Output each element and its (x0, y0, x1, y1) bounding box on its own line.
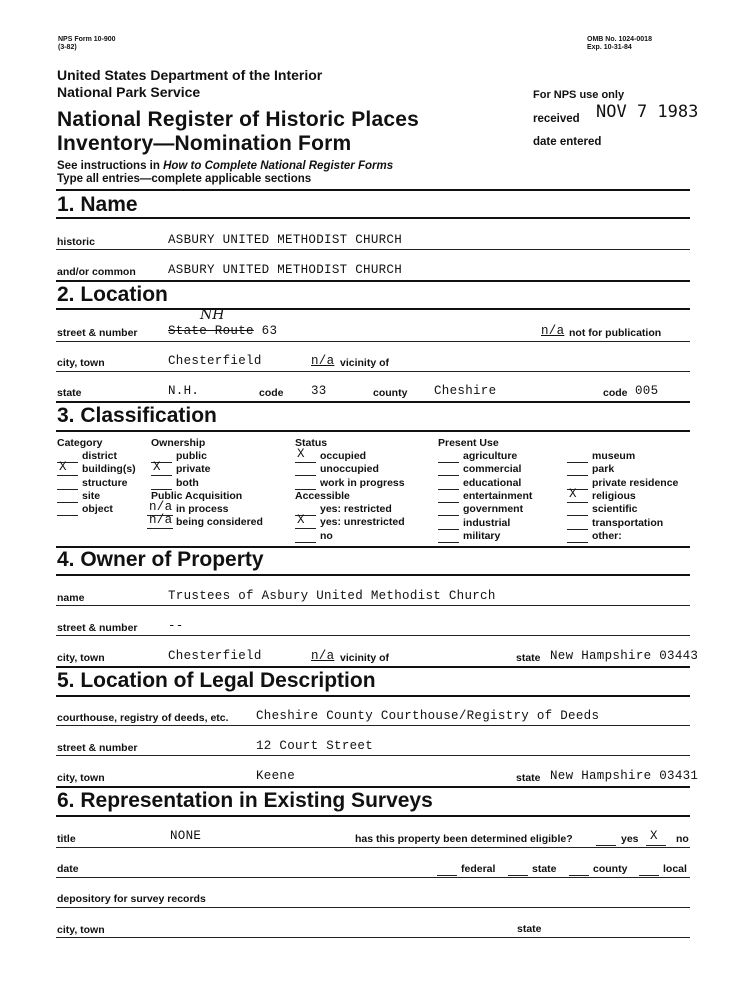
option-label: yes: unrestricted (320, 516, 405, 529)
check-mark: n/a (149, 500, 173, 514)
check-blank[interactable] (438, 475, 459, 476)
check-blank[interactable] (438, 502, 459, 503)
state-level-blank[interactable] (508, 875, 528, 876)
section-divider (56, 189, 690, 191)
accessible-heading: Accessible (295, 490, 350, 502)
eligible-no-blank[interactable] (646, 845, 666, 846)
check-blank[interactable] (567, 462, 588, 463)
county-code-label: code (603, 387, 628, 399)
federal-blank[interactable] (437, 875, 457, 876)
check-blank[interactable] (438, 515, 459, 516)
courthouse-field[interactable]: Cheshire County Courthouse/Registry of Deeds (256, 709, 600, 723)
field-line (56, 937, 690, 938)
eligible-no-label: no (676, 833, 689, 845)
check-blank[interactable] (57, 475, 78, 476)
received-label: received (533, 113, 580, 125)
common-name-label: and/or common (57, 266, 136, 278)
check-mark: X (153, 460, 161, 475)
field-line (56, 907, 690, 908)
section-2-title: 2. Location (57, 283, 168, 306)
state-label: state (57, 387, 82, 399)
option-label: private (176, 463, 211, 476)
category-heading: Category (57, 437, 103, 449)
field-line (56, 725, 690, 726)
option-label: educational (463, 476, 522, 489)
eligible-no-mark[interactable]: X (650, 829, 658, 843)
section-6-title: 6. Representation in Existing Surveys (57, 789, 433, 812)
check-mark: X (297, 447, 305, 461)
street-number-label: street & number (57, 327, 138, 339)
eligible-yes-label: yes (621, 833, 639, 845)
option-label: public (176, 450, 207, 462)
section-3-title: 3. Classification (57, 404, 217, 427)
present-use-heading: Present Use (438, 437, 499, 449)
public-acquisition-heading: Public Acquisition (151, 490, 243, 502)
legal-city-label: city, town (57, 772, 105, 784)
historic-name-field[interactable]: ASBURY UNITED METHODIST CHURCH (168, 233, 403, 247)
owner-state-field[interactable]: New Hampshire 03443 (550, 649, 699, 663)
field-line (56, 371, 690, 372)
check-mark: X (569, 486, 577, 501)
option-label: district (82, 450, 118, 462)
state-field[interactable]: N.H. (168, 384, 200, 398)
option-label: being considered (176, 516, 263, 529)
legal-state-field[interactable]: New Hampshire 03431 (550, 769, 699, 783)
local-level-blank[interactable] (639, 875, 659, 876)
option-label: religious (592, 489, 636, 502)
legal-state-label: state (516, 772, 541, 784)
common-name-field[interactable]: ASBURY UNITED METHODIST CHURCH (168, 263, 403, 277)
option-label: unoccupied (320, 463, 379, 476)
option-label: industrial (463, 516, 511, 529)
option-label: government (463, 503, 524, 516)
expiration-date: Exp. 10-31-84 (587, 44, 632, 51)
survey-state-label: state (517, 923, 542, 935)
depository-label: depository for survey records (57, 893, 206, 905)
field-line (56, 605, 690, 606)
county-level-blank[interactable] (569, 875, 589, 876)
check-blank[interactable] (567, 502, 588, 503)
check-blank[interactable] (295, 528, 316, 529)
legal-street-field[interactable]: 12 Court Street (256, 739, 374, 753)
owner-vicinity-value[interactable]: n/a (311, 649, 335, 663)
owner-vicinity-label: vicinity of (340, 652, 390, 664)
option-label: military (463, 529, 501, 542)
option-label: work in progress (320, 476, 405, 489)
street-number-field[interactable]: State Route 63 (168, 324, 278, 338)
legal-street-label: street & number (57, 742, 138, 754)
omb-number: OMB No. 1024-0018 (587, 36, 652, 43)
field-line (56, 847, 690, 848)
survey-title-label: title (57, 833, 76, 845)
owner-street-label: street & number (57, 622, 138, 634)
not-for-publication-value[interactable]: n/a (541, 324, 565, 338)
option-label: building(s) (82, 463, 136, 476)
check-blank[interactable] (57, 502, 78, 503)
ownership-heading: Ownership (151, 437, 206, 449)
owner-name-label: name (57, 592, 85, 604)
option-label: other: (592, 529, 622, 542)
option-label: site (82, 489, 101, 502)
section-divider (56, 815, 690, 817)
section-divider (56, 280, 690, 282)
courthouse-label: courthouse, registry of deeds, etc. (57, 712, 229, 724)
owner-name-field[interactable]: Trustees of Asbury United Methodist Church (168, 589, 496, 603)
local-level-label: local (663, 863, 687, 875)
service-name: National Park Service (57, 84, 201, 100)
option-label: both (176, 476, 199, 489)
check-blank[interactable] (438, 529, 459, 530)
field-line (56, 249, 690, 250)
check-blank[interactable] (438, 489, 459, 490)
state-code-field[interactable]: 33 (311, 384, 327, 398)
survey-date-label: date (57, 863, 79, 875)
check-blank[interactable] (567, 475, 588, 476)
check-blank[interactable] (438, 542, 459, 543)
survey-city-label: city, town (57, 924, 105, 936)
option-label: structure (82, 476, 128, 489)
option-label: in process (176, 503, 229, 515)
county-code-field[interactable]: 005 (635, 384, 659, 398)
check-blank[interactable] (567, 529, 588, 530)
owner-city-label: city, town (57, 652, 105, 664)
not-for-publication-label: not for publication (569, 327, 662, 339)
date-entered-label: date entered (533, 136, 602, 148)
field-line (56, 635, 690, 636)
county-level-label: county (593, 863, 628, 875)
option-label: no (320, 529, 333, 542)
option-label: museum (592, 450, 636, 462)
field-line (56, 341, 690, 342)
option-label: agriculture (463, 450, 518, 462)
eligible-yes-blank[interactable] (596, 845, 616, 846)
vicinity-label: vicinity of (340, 357, 390, 369)
eligible-question: has this property been determined eligible? (355, 833, 573, 845)
state-code-label: code (259, 387, 284, 399)
check-blank[interactable] (567, 542, 588, 543)
section-4-title: 4. Owner of Property (57, 548, 264, 571)
owner-city-field[interactable]: Chesterfield (168, 649, 262, 663)
field-line (56, 877, 690, 878)
option-label: park (592, 463, 615, 476)
check-blank[interactable] (295, 542, 316, 543)
received-stamp: NOV 7 1983 (596, 102, 699, 122)
city-town-field[interactable]: Chesterfield (168, 354, 262, 368)
state-level-label: state (532, 863, 557, 875)
section-divider (56, 217, 690, 219)
check-blank[interactable] (151, 475, 172, 476)
county-label: county (373, 387, 408, 399)
street-handwritten-correction: NH (200, 307, 225, 323)
form-title-line1: National Register of Historic Places (57, 108, 419, 131)
check-mark: X (297, 513, 305, 528)
instructions-line1: See instructions in How to Complete National Register Forms (57, 160, 394, 172)
form-number: NPS Form 10-900 (58, 36, 116, 43)
section-divider (56, 695, 690, 697)
option-label: private residence (592, 476, 679, 489)
check-blank[interactable] (567, 515, 588, 516)
check-blank[interactable] (295, 462, 316, 463)
check-mark: X (59, 460, 67, 475)
form-title-line2: Inventory—Nomination Form (57, 132, 352, 155)
owner-state-label: state (516, 652, 541, 664)
section-5-title: 5. Location of Legal Description (57, 669, 376, 692)
instructions-line2: Type all entries—complete applicable sections (57, 173, 312, 185)
check-blank[interactable] (57, 515, 78, 516)
section-1-title: 1. Name (57, 193, 138, 216)
check-blank[interactable] (147, 528, 173, 529)
option-label: object (82, 503, 113, 516)
nps-use-label: For NPS use only (533, 89, 625, 101)
form-revision: (3-82) (58, 44, 77, 51)
federal-label: federal (461, 863, 496, 875)
section-divider (56, 574, 690, 576)
option-label: commercial (463, 463, 522, 476)
department-name: United States Department of the Interior (57, 67, 323, 83)
city-town-label: city, town (57, 357, 105, 369)
check-blank[interactable] (57, 489, 78, 490)
option-label: yes: restricted (320, 503, 392, 515)
status-heading: Status (295, 437, 328, 449)
section-divider (56, 401, 690, 403)
section-divider (56, 786, 690, 788)
option-label: occupied (320, 450, 367, 462)
vicinity-value[interactable]: n/a (311, 354, 335, 368)
check-blank[interactable] (295, 475, 316, 476)
legal-city-field[interactable]: Keene (256, 769, 296, 783)
check-mark: n/a (149, 513, 173, 528)
option-label: transportation (592, 516, 664, 529)
historic-label: historic (57, 236, 95, 248)
option-label: scientific (592, 503, 638, 516)
section-divider (56, 308, 690, 310)
section-divider (56, 430, 690, 432)
survey-title-field[interactable]: NONE (170, 829, 202, 843)
option-label: entertainment (463, 489, 533, 502)
check-blank[interactable] (438, 462, 459, 463)
section-divider (56, 666, 690, 668)
county-field[interactable]: Cheshire (434, 384, 497, 398)
owner-street-field[interactable]: -- (168, 619, 184, 633)
field-line (56, 755, 690, 756)
